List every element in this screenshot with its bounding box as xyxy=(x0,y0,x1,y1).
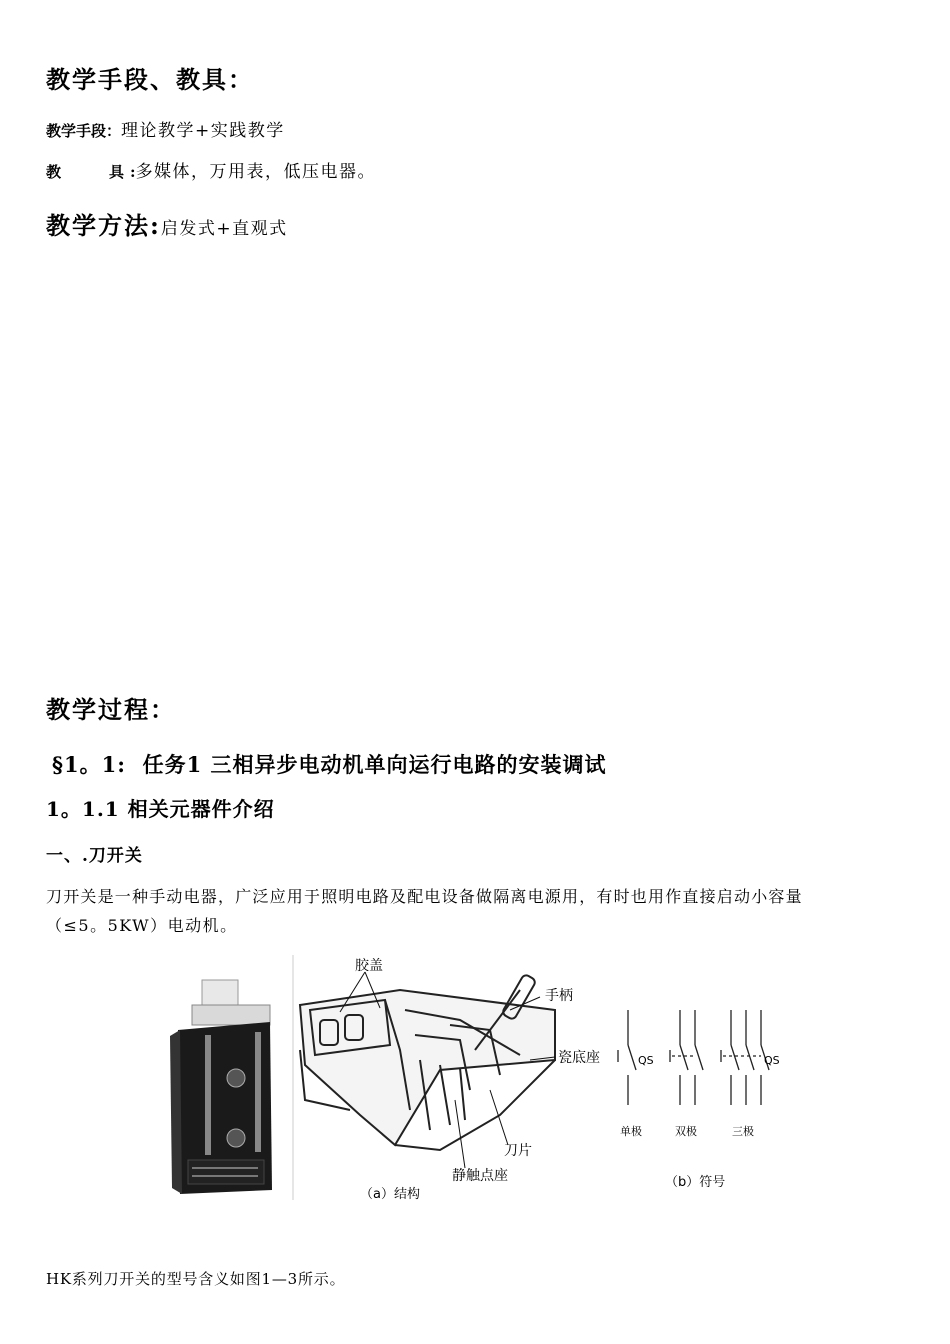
tools-line xyxy=(46,157,376,182)
symbol-label-triple: 三极 xyxy=(732,1125,754,1138)
knife-switch-figure xyxy=(160,950,800,1210)
method-value: 启发式+直观式 xyxy=(160,219,288,239)
tools-sep: : xyxy=(130,163,136,181)
tools-label: 教 具 xyxy=(46,163,131,181)
method-heading: 教学方法: xyxy=(46,211,161,240)
section-title: §1。1: 任务1 三相异步电动机单向运行电路的安装调试 xyxy=(52,752,607,777)
structure-drawing xyxy=(300,974,555,1150)
caption-structure: （a）结构 xyxy=(360,1187,420,1202)
paragraph-line-1: 刀开关是一种手动电器，广泛应用于照明电路及配电设备做隔离电源用，有时也用作直接启动小容量 xyxy=(46,887,803,906)
subsection-title: 1。1.1 相关元器件介绍 xyxy=(46,797,275,821)
paragraph-line-2: （≤5。5KW）电动机。 xyxy=(46,916,238,935)
symbol-qs-triple: QS xyxy=(764,1054,780,1067)
label-cover: 胶盖 xyxy=(355,958,383,974)
prep-heading: 教学手段、教具： xyxy=(46,65,254,94)
caption-symbol: （b）符号 xyxy=(665,1175,726,1190)
means-line xyxy=(46,116,285,141)
symbol-label-double: 双极 xyxy=(675,1125,697,1138)
label-base: 瓷底座 xyxy=(558,1050,600,1066)
knife-switch-photo xyxy=(170,980,272,1194)
tools-value: 多媒体，万用表，低压电器。 xyxy=(135,162,377,182)
footer-text: HK系列刀开关的型号含义如图1—3所示。 xyxy=(46,1270,346,1288)
item-title: 一、.刀开关 xyxy=(46,846,143,866)
process-heading: 教学过程： xyxy=(46,695,176,724)
symbol-label-single: 单极 xyxy=(620,1125,642,1138)
symbol-qs-single: QS xyxy=(638,1054,654,1067)
method-line xyxy=(46,206,288,241)
means-sep: ： xyxy=(106,122,122,140)
means-value: 理论教学+实践教学 xyxy=(121,121,285,141)
label-blade: 刀片 xyxy=(504,1143,532,1159)
label-contact-seat: 静触点座 xyxy=(452,1168,508,1184)
label-handle: 手柄 xyxy=(545,988,573,1004)
means-label: 教学手段 xyxy=(46,122,107,140)
